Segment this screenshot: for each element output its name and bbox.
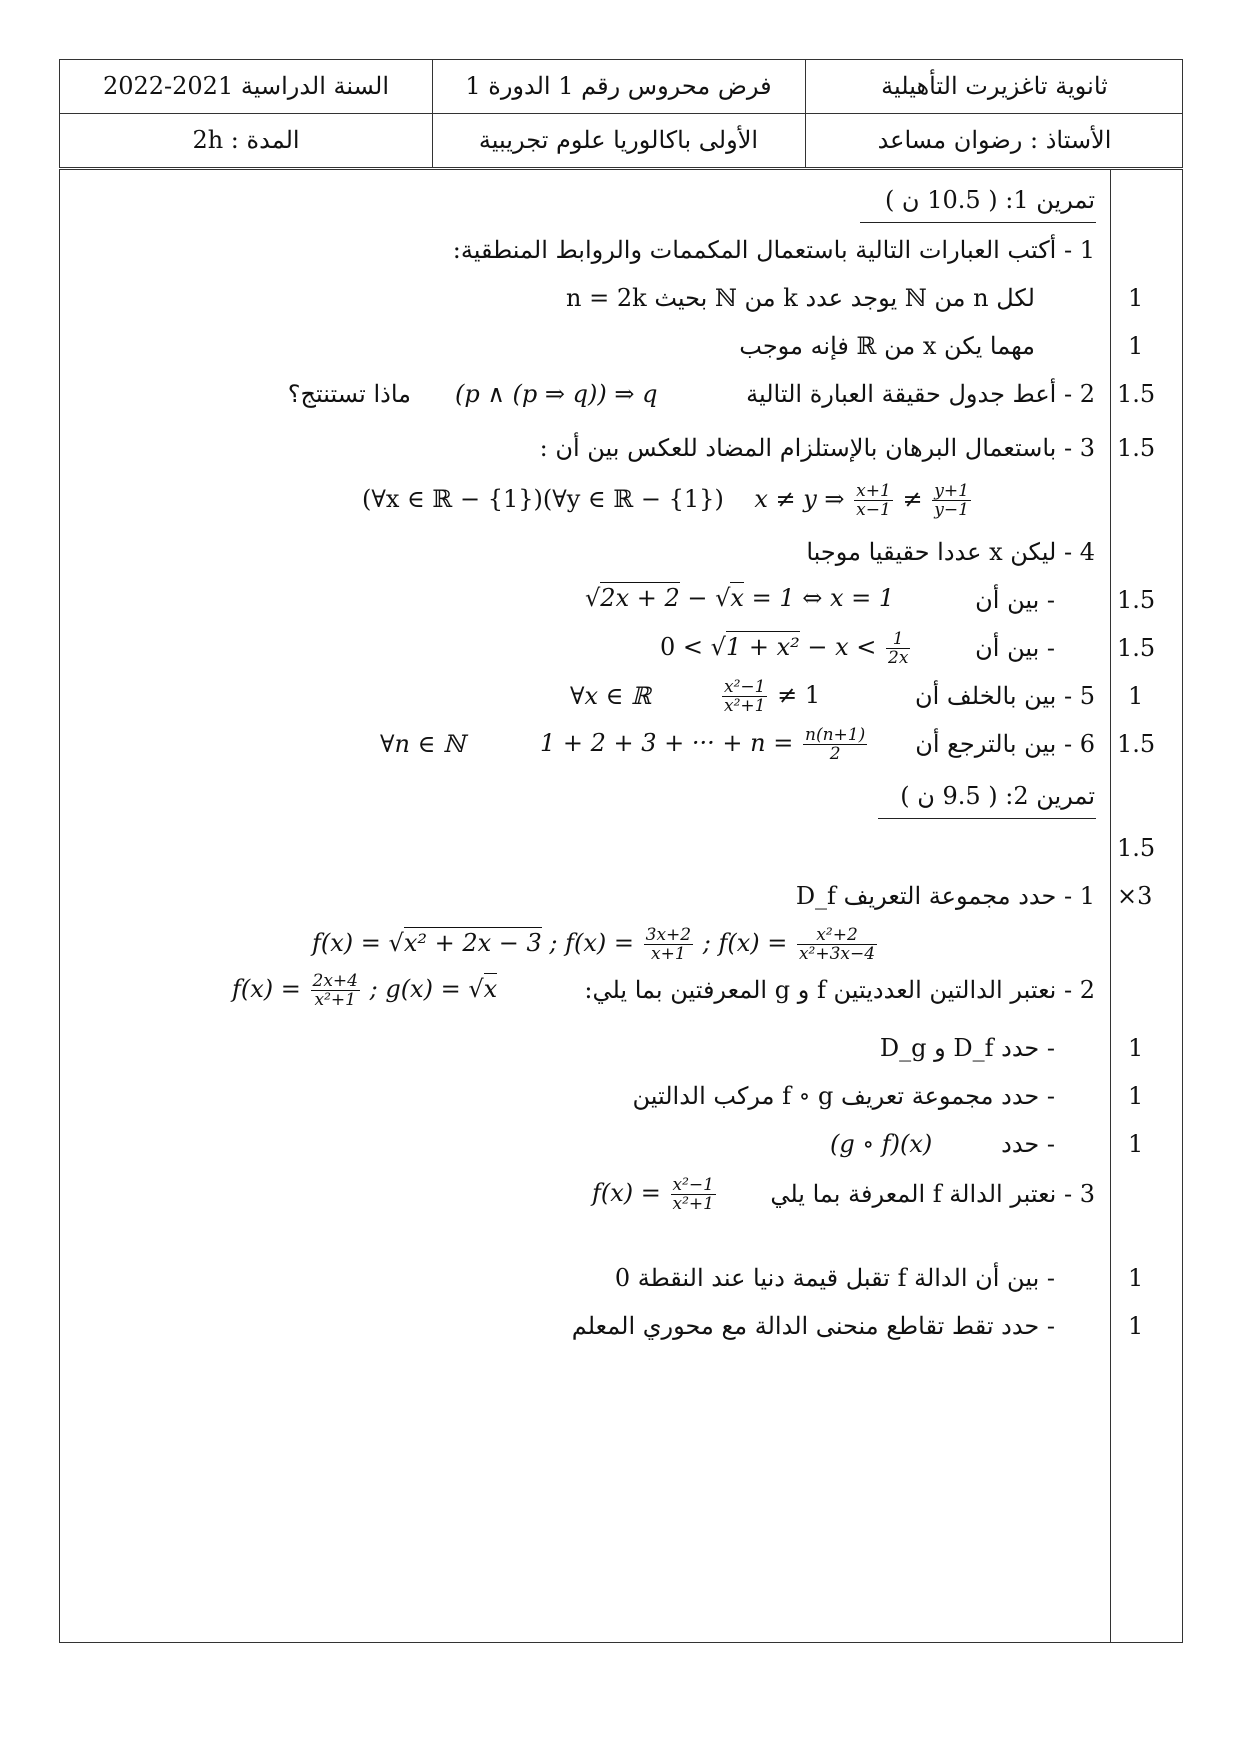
ex2-q2a: - حدد D_f و D_g — [879, 1034, 1055, 1062]
ex1-q5-quantifier: ∀x ∈ ℝ — [570, 682, 651, 710]
ex1-q2-text: 2 - أعط جدول حقيقة العبارة التالية — [746, 380, 1095, 408]
exercise-2-title: تمرين 2: ( 9.5 ن ) — [900, 782, 1095, 810]
ex1-q1a: لكل n من ℕ يوجد عدد k من ℕ بحيث n = 2k — [566, 284, 1035, 312]
ex1-q4-text: 4 - ليكن x عددا حقيقيا موجبا — [806, 538, 1095, 566]
points-q5: 1 — [1128, 682, 1144, 710]
ex1-q6-text: 6 - بين بالترجع أن — [915, 730, 1095, 758]
ex1-q2-question: ماذا تستنتج؟ — [287, 380, 411, 408]
ex2-q2-formulas: f(x) = $\frac{2x+4}{\text{x²+1}}$ ; g(x) = √x — [232, 971, 498, 1010]
ex1-q1-text: 1 - أكتب العبارات التالية باستعمال المكممات والروابط المنطقية: — [452, 236, 1095, 264]
points-q1a: 1 — [1128, 284, 1144, 312]
ex1-q4b-text: - بين أن — [975, 634, 1055, 662]
points-ex2-q3b: 1 — [1128, 1312, 1144, 1340]
ex1-q3-text: 3 - باستعمال البرهان بالإستلزام المضاد للعكس بين أن : — [539, 434, 1095, 462]
points-column-divider — [1110, 169, 1111, 1643]
class-level: الأولى باكالوريا علوم تجريبية — [478, 126, 759, 154]
ex1-q4a-text: - بين أن — [975, 586, 1055, 614]
ex1-q6-quantifier: ∀n ∈ ℕ — [380, 730, 465, 758]
points-q4b: 1.5 — [1117, 634, 1156, 662]
ex2-q2c-formula: (g ∘ f)(x) — [830, 1130, 933, 1158]
school-name: ثانوية تاغزيرت التأهيلية — [881, 72, 1108, 100]
points-ex2-q1: 1.5 — [1117, 834, 1156, 862]
ex1-q5-text: 5 - بين بالخلف أن — [915, 682, 1095, 710]
ex1-q2-formula: (p ∧ (p ⇒ q)) ⇒ q — [455, 380, 658, 408]
ex1-q6-formula: 1 + 2 + 3 + ··· + n = $\frac{n(n+1)}{2}$ — [540, 725, 866, 764]
points-q4a: 1.5 — [1117, 586, 1156, 614]
ex2-q3-text: 3 - نعتبر الدالة f المعرفة بما يلي — [770, 1180, 1095, 1208]
points-q6: 1.5 — [1117, 730, 1156, 758]
ex2-q2b: - حدد مجموعة تعريف f ∘ g مركب الدالتين — [632, 1082, 1055, 1110]
points-q3: 1.5 — [1117, 434, 1156, 462]
points-ex2-q2b: 1 — [1128, 1082, 1144, 1110]
points-ex2-q2a: 1 — [1128, 1034, 1144, 1062]
ex2-q1-text: 1 - حدد مجموعة التعريف D_f — [795, 882, 1095, 910]
exercise-1-title: تمرين 1: ( 10.5 ن ) — [884, 186, 1095, 214]
ex1-q4a-formula: √2x + 2 − √x = 1 ⇔ x = 1 — [585, 584, 895, 612]
ex2-q3a: - بين أن الدالة f تقبل قيمة دنيا عند النقطة 0 — [614, 1264, 1055, 1292]
points-ex2-q3a: 1 — [1128, 1264, 1144, 1292]
exam-title: فرض محروس رقم 1 الدورة 1 — [465, 72, 772, 100]
points-ex2-q2c: 1 — [1128, 1130, 1144, 1158]
school-year: السنة الدراسية 2021-2022 — [102, 72, 390, 100]
ex1-q5-formula: $\frac{\text{x²−1}}{\text{x²+1}}$ ≠ 1 — [724, 677, 821, 716]
points-q2: 1.5 — [1117, 380, 1156, 408]
exercise-1-underline — [860, 222, 1096, 223]
ex1-q1b: مهما يكن x من ℝ فإنه موجب — [739, 332, 1035, 360]
teacher-name: الأستاذ : رضوان مساعد — [877, 126, 1112, 154]
ex2-q3b: - حدد تقط تقاطع منحنى الدالة مع محوري المعلم — [571, 1312, 1055, 1340]
points-ex2-q1-multiplier: ×3 — [1117, 882, 1153, 910]
ex2-q2-text: 2 - نعتبر الدالتين العدديتين f و g المعرفتين بما يلي: — [584, 976, 1095, 1004]
ex2-q2c-text: - حدد — [1001, 1130, 1055, 1158]
exam-duration: المدة : 2h — [192, 126, 300, 154]
header-table — [59, 59, 1183, 168]
ex2-q1-formulas: f(x) = √x² + 2x − 3 ; f(x) = $\frac{3x+2}{x+1}$ ; f(x) = $\frac{\text{x²+2}}{\text{x²+3x−4}}$ — [312, 925, 876, 964]
ex2-q3-formula: f(x) = $\frac{\text{x²−1}}{\text{x²+1}}$ — [592, 1175, 714, 1214]
ex1-q4b-formula: 0 < √1 + x² − x < $\frac{1}{2x}$ — [660, 629, 909, 668]
exercise-2-underline — [878, 818, 1096, 819]
ex1-q3-formula: (∀x ∈ ℝ − {1})(∀y ∈ ℝ − {1}) x ≠ y ⇒ $\frac{x+1}{x-1}$ ≠ $\frac{y+1}{y-1}$ — [362, 481, 969, 520]
points-q1b: 1 — [1128, 332, 1144, 360]
